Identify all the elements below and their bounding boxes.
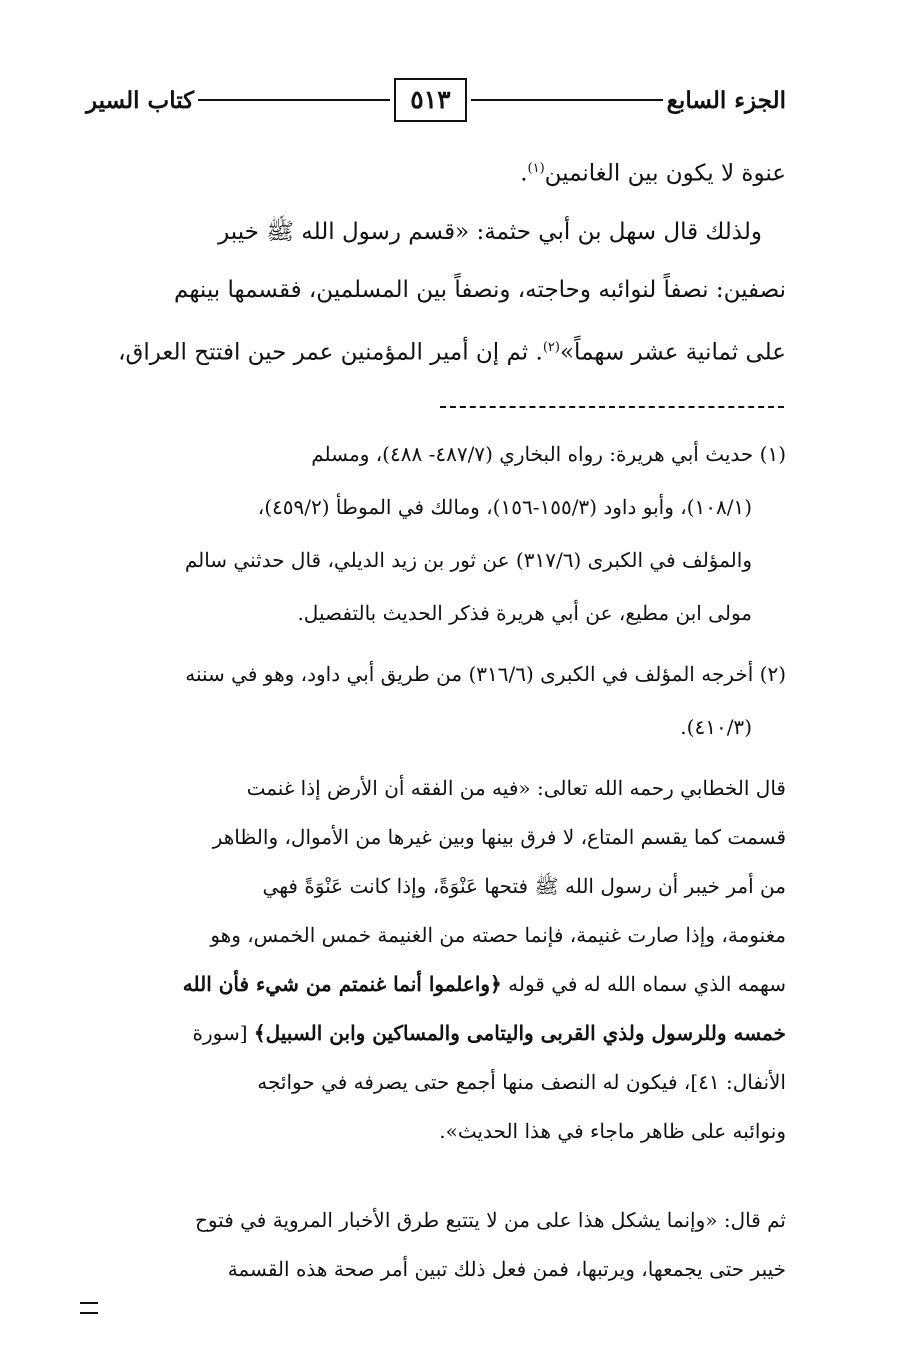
commentary-line-4: مغنومة، وإذا صارت غنيمة، فإنما حصته من الغنيمة خمس الخمس، وهو: [210, 923, 786, 947]
commentary-line-7: الأنفال: ٤١]، فيكون له النصف منها أجمع حتى يصرفه في حوائجه: [257, 1070, 786, 1094]
page-number: ٥١٣: [394, 78, 466, 122]
commentary-2-line-1: ثم قال: «وإنما يشكل هذا على من لا يتتبع طرق الأخبار المروية في فتوح: [194, 1208, 786, 1232]
commentary-line-2: قسمت كما يقسم المتاع، لا فرق بينها وبين غيرها من الأموال، والظاهر: [212, 825, 786, 849]
footnote-2: [80, 648, 786, 754]
quran-verse-part-1: ﴿واعلموا أنما غنمتم من شيء فأن الله: [182, 972, 502, 996]
commentary-line-8: ونوائبه على ظاهر ماجاء في هذا الحديث».: [439, 1119, 786, 1143]
commentary-line-1: قال الخطابي رحمه الله تعالى: «فيه من الفقه أن الأرض إذا غنمت: [246, 776, 786, 800]
main-line-3: نصفين: نصفاً لنوائبه وحاجته، ونصفاً بين المسلمين، فقسمها بينهم: [174, 276, 786, 303]
commentary-2-line-2: خيبر حتى يجمعها، ويرتبها، فمن فعل ذلك تبين أمر صحة هذه القسمة: [227, 1257, 786, 1281]
commentary-line-6: [80, 1009, 786, 1058]
footnote-separator: [440, 406, 784, 408]
page-header: [86, 74, 786, 126]
part-title: الجزء السابع: [666, 86, 786, 114]
footnote-1-line-4: مولى ابن مطيع، عن أبي هريرة فذكر الحديث بالتفصيل.: [297, 601, 752, 625]
footnote-2-line-1: (٢) أخرجه المؤلف في الكبرى (٣١٦/٦) من طريق أبي داود، وهو في سننه: [185, 662, 786, 686]
quran-verse-part-2: خمسه وللرسول ولذي القربى واليتامى والمساكين وابن السبيل﴾: [253, 1021, 786, 1045]
footnote-ref-1: (١): [527, 161, 545, 176]
footnote-1: [80, 428, 786, 640]
header-rule-right: [471, 99, 663, 101]
commentary-line-5: سهمه الذي سماه الله له في قوله ﴿واعلموا أنما غنمتم من شيء فأن الله: [182, 972, 786, 996]
header-rule-left: [198, 99, 390, 101]
footnote-1-line-3: والمؤلف في الكبرى (٣١٧/٦) عن ثور بن زيد الديلي، قال حدثني سالم: [184, 548, 752, 572]
commentary-paragraph-1: [80, 764, 786, 1156]
main-line-2: ولذلك قال سهل بن أبي حثمة: «قسم رسول الله ﷺ خيبر: [218, 218, 762, 245]
continuation-mark: [80, 1302, 98, 1314]
footnote-2-line-2: (٤١٠/٣).: [680, 715, 752, 739]
footnote-1-line-1: (١) حديث أبي هريرة: رواه البخاري (٤٨٧/٧- ٤٨٨)، ومسلم: [311, 442, 786, 466]
book-title: كتاب السير: [85, 86, 195, 114]
commentary-line-3: من أمر خيبر أن رسول الله ﷺ فتحها عَنْوَةً، وإذا كانت عَنْوَةً فهي: [262, 874, 786, 898]
main-line-1: عنوة لا يكون بين الغانمين$^{(١)}$.: [520, 160, 786, 187]
main-line-4: على ثمانية عشر سهماً»$^{(٢)}$. ثم إن أمير المؤمنين عمر حين افتتح العراق،: [118, 339, 786, 366]
footnote-ref-2: (٢): [542, 339, 560, 355]
footnote-1-line-2: (١٠٨/١)، وأبو داود (١٥٥/٣-١٥٦)، ومالك في الموطأ (٤٥٩/٢)،: [257, 495, 752, 519]
surah-ref: [سورة: [192, 1021, 248, 1045]
commentary-paragraph-2: [80, 1196, 786, 1294]
main-text: [80, 140, 786, 381]
